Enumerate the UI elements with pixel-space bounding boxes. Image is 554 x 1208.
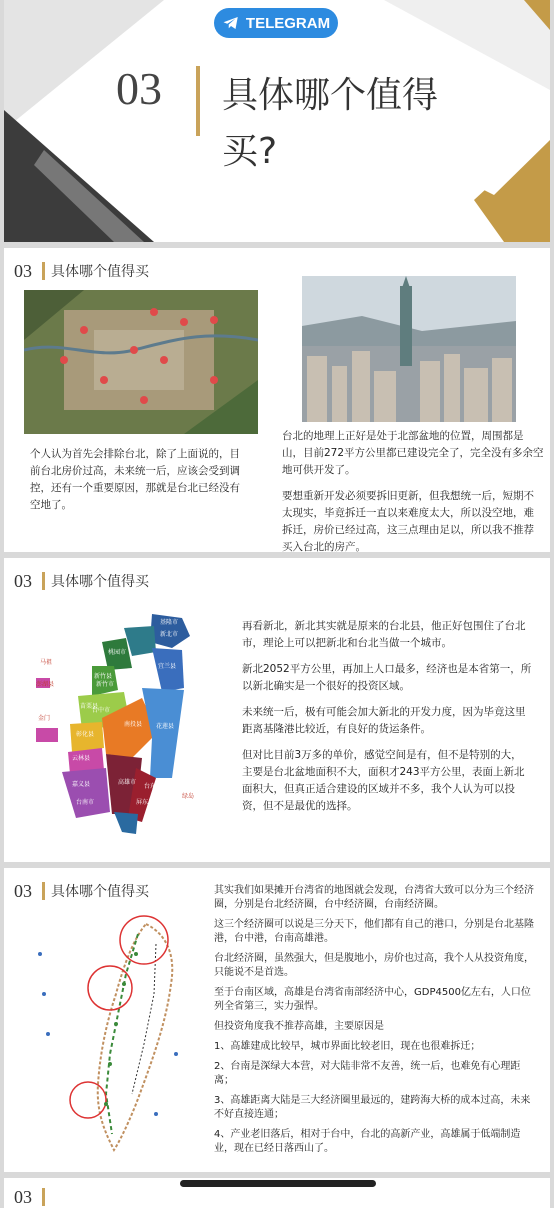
slide-header [14, 880, 149, 902]
map-county-label: 基隆市 [160, 619, 179, 626]
section-number: 03 [116, 63, 162, 114]
slide-number: 03 [14, 1186, 32, 1207]
map-county-label: 宜兰县 [158, 663, 177, 670]
slide-new-taipei [4, 558, 550, 862]
header-divider [42, 572, 45, 590]
cover-title: 具体哪个值得买? [222, 75, 439, 172]
map-county-label: 屏东县 [136, 799, 155, 806]
map-county-label: 新竹县 [94, 673, 113, 680]
map-county-label: 苗栗县 [80, 703, 99, 710]
header-divider [42, 262, 45, 280]
map-county-label: 台东县 [144, 783, 163, 790]
slide-heading: 具体哪个值得买 [51, 264, 149, 280]
map-county-label: 澎湖县 [36, 681, 55, 688]
taiwan-county-map [32, 608, 206, 838]
header-divider [42, 1188, 45, 1206]
map-county-label: 绿岛 [182, 793, 195, 800]
paragraph: 台北的地理上正好是处于北部盆地的位置，周围都是山，目前272平方公里都已建设完全了，完全没有多余空地可供开发了。 [282, 430, 544, 476]
map-county-label: 彰化县 [76, 731, 95, 738]
slide-number: 03 [14, 570, 32, 591]
paragraph: 1、高雄建成比较早，城市界面比较老旧，现在也很难拆迁； [214, 1041, 481, 1052]
map-county-label: 金门 [38, 715, 51, 722]
paragraph: 2、台南是深绿大本营，对大陆非常不友善，统一后，也难免有心理距离； [214, 1061, 521, 1086]
paragraph: 3、高雄距离大陆是三大经济圈里最远的，建跨海大桥的成本过高，未来不好直接连通； [214, 1095, 531, 1120]
taipei-right-text [282, 428, 544, 552]
paragraph: 未来统一后，极有可能会加大新北的开发力度，因为毕竟这里距离基隆港比较近，有良好的货运条件。 [242, 706, 526, 735]
map-county-label: 台中市 [92, 707, 111, 714]
economic-zone-map [26, 914, 202, 1154]
paragraph: 至于台南区域，高雄是台湾省南部经济中心，GDP4500亿左右，人口位列全省第三，实力强悍。 [214, 987, 531, 1012]
map-county-label: 新北市 [160, 631, 179, 638]
taipei-satellite-map [24, 290, 258, 434]
paragraph: 其实我们如果摊开台湾省的地图就会发现，台湾省大致可以分为三个经济圈，分别是台北经济圈，台中经济圈，台南经济圈。 [214, 885, 534, 910]
slide-heading: 具体哪个值得买 [51, 884, 149, 900]
paragraph: 4、产业老旧落后，相对于台中，台北的高新产业，高雄属于低端制造业，现在已经日落西山了。 [214, 1129, 521, 1154]
economic-zone-text [214, 884, 540, 1162]
map-county-label: 桃园市 [108, 649, 127, 656]
paragraph: 但对比目前3万多的单价，感觉空间是有，但不是特别的大，主要是台北盆地面积不大，面积才243平方公里，表面上新北面积大，但真正适合建设的区域并不多，我个人认为可以投资，但不是最优的选择。 [242, 749, 525, 812]
title-divider [196, 66, 200, 136]
slide-header [14, 1186, 51, 1208]
map-county-label: 云林县 [72, 755, 91, 762]
map-county-label: 新竹市 [96, 681, 115, 688]
map-county-label: 台南市 [76, 799, 95, 806]
paragraph: 要想重新开发必须要拆旧更新，但我想统一后，短期不太现实，毕竟拆迁一直以来难度太大，所以没空地，难拆迁，房价已经过高，这三点理由足以，所以我不推荐买入台北的房产。 [282, 490, 534, 552]
scroll-indicator[interactable] [180, 1180, 376, 1187]
slide-header [14, 260, 149, 282]
paragraph: 新北2052平方公里，再加上人口最多，经济也是本省第一，所以新北确实是一个很好的投资区域。 [242, 663, 532, 692]
map-county-label: 嘉义县 [72, 781, 91, 788]
slide-number: 03 [14, 260, 32, 281]
header-divider [42, 882, 45, 900]
slide-taipei [4, 248, 550, 552]
slide-header [14, 570, 149, 592]
slide-economic-zones [4, 868, 550, 1172]
new-taipei-text [242, 618, 532, 824]
slide-number: 03 [14, 880, 32, 901]
paragraph: 台北经济圈，虽然强大，但是腹地小，房价也过高，我个人从投资角度，只能说不是首选。 [214, 953, 534, 978]
slide-heading: 具体哪个值得买 [51, 574, 149, 590]
taipei-left-text: 个人认为首先会排除台北，除了上面说的，目前台北房价过高，未来统一后，应该会受到调控，还有一个重要原因，那就是台北已经没有空地了。 [30, 448, 240, 511]
taipei-skyline-photo [302, 276, 516, 422]
paragraph: 再看新北，新北其实就是原来的台北县，他正好包围住了台北市，理论上可以把新北和台北当做一个城市。 [242, 620, 526, 649]
paragraph: 但投资角度我不推荐高雄，主要原因是 [214, 1021, 384, 1032]
map-county-label: 马祖 [40, 659, 53, 666]
map-county-label: 南投县 [124, 721, 143, 728]
map-county-label: 高雄市 [118, 779, 137, 786]
map-county-label: 花莲县 [156, 723, 175, 730]
telegram-icon [222, 14, 240, 32]
telegram-label: TELEGRAM [245, 14, 331, 32]
paragraph: 这三个经济圈可以说是三分天下，他们都有自己的港口，分别是台北基隆港，台中港，台南高雄港。 [214, 919, 534, 944]
telegram-button[interactable] [214, 8, 338, 38]
